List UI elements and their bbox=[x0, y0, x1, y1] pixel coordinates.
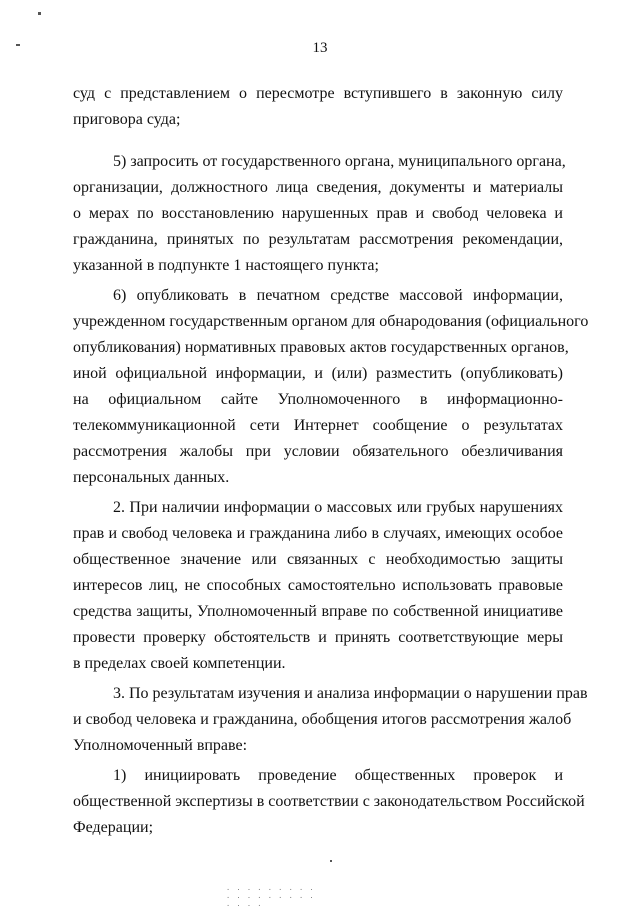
scan-artifact: . . . . . . . . . . . . . . . . . . . . . . bbox=[226, 884, 315, 908]
text-line: иной официальной информации, и (или) разместить (опубликовать) bbox=[73, 365, 563, 382]
text-line: средства защиты, Уполномоченный вправе по собственной инициативе bbox=[73, 603, 563, 620]
text-line: Федерации; bbox=[73, 819, 154, 836]
text-line: Уполномоченный вправе: bbox=[73, 737, 248, 754]
text-line: общественной экспертизы в соответствии с законодательством Российской bbox=[73, 793, 585, 810]
text-line: 6) опубликовать в печатном средстве массовой информации, bbox=[113, 287, 563, 304]
text-line: гражданина, принятых по результатам рассмотрения рекомендации, bbox=[73, 231, 563, 248]
text-line: 5) запросить от государственного органа, муниципального органа, bbox=[113, 153, 566, 170]
text-line: персональных данных. bbox=[73, 469, 230, 486]
text-line: 2. При наличии информации о массовых или грубых нарушениях bbox=[113, 499, 563, 516]
text-line: организации, должностного лица сведения, документы и материалы bbox=[73, 179, 563, 196]
text-line: в пределах своей компетенции. bbox=[73, 655, 286, 672]
text-line: 1) инициировать проведение общественных проверок и bbox=[113, 767, 563, 784]
text-line: рассмотрения жалобы при условии обязательного обезличивания bbox=[73, 443, 563, 460]
scan-mark bbox=[38, 12, 41, 15]
scan-mark bbox=[330, 860, 332, 862]
text-line: на официальном сайте Уполномоченного в информационно- bbox=[73, 391, 563, 408]
text-line: суд с представлением о пересмотре вступившего в законную силу bbox=[73, 85, 563, 102]
text-line: общественное значение или связанных с необходимостью защиты bbox=[73, 551, 563, 568]
text-line: указанной в подпункте 1 настоящего пункта; bbox=[73, 257, 379, 274]
text-line: о мерах по восстановлению нарушенных прав и свобод человека и bbox=[73, 205, 563, 222]
text-line: приговора суда; bbox=[73, 111, 181, 128]
text-line: 3. По результатам изучения и анализа информации о нарушении прав bbox=[113, 685, 588, 702]
text-line: провести проверку обстоятельств и принять соответствующие меры bbox=[73, 629, 563, 646]
page-number: 13 bbox=[312, 40, 328, 56]
text-line: опубликования) нормативных правовых актов государственных органов, bbox=[73, 339, 569, 356]
text-line: прав и свобод человека и гражданина либо в случаях, имеющих особое bbox=[73, 525, 563, 542]
text-line: интересов лиц, не способных самостоятельно использовать правовые bbox=[73, 577, 563, 594]
text-line: и свобод человека и гражданина, обобщения итогов рассмотрения жалоб bbox=[73, 711, 572, 728]
text-line: учрежденном государственным органом для обнародования (официального bbox=[73, 313, 589, 330]
text-line: телекоммуникационной сети Интернет сообщение о результатах bbox=[73, 417, 563, 434]
